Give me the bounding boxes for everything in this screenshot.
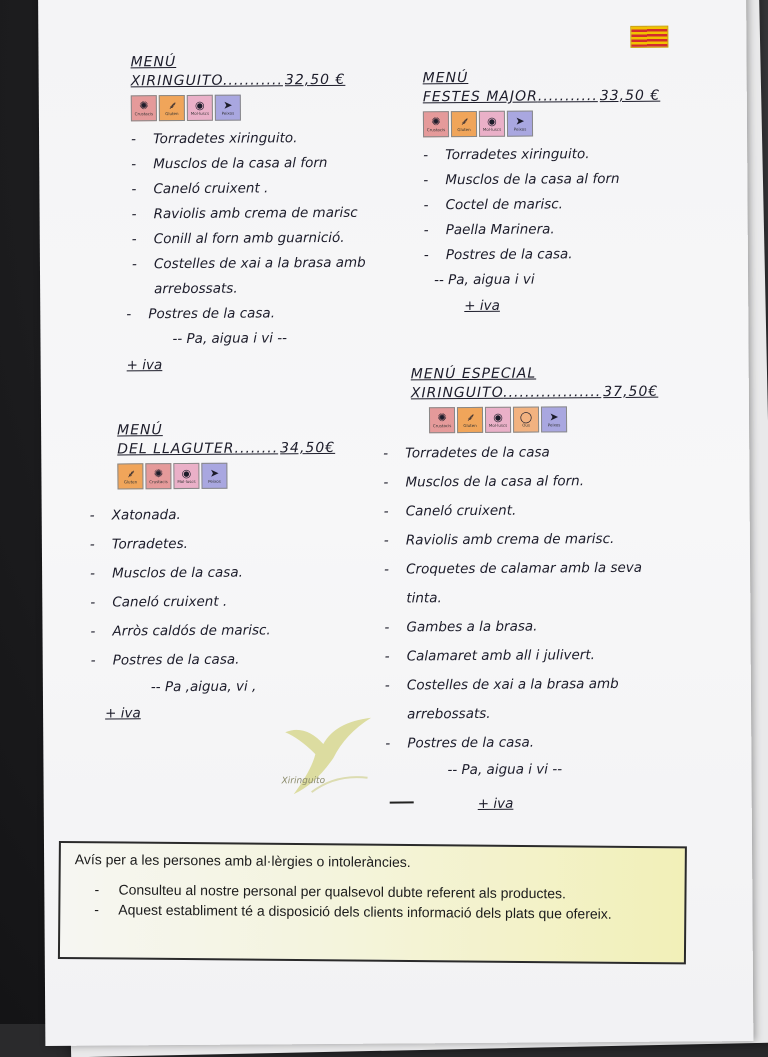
menu-price: 34,50€ [280, 439, 336, 457]
list-item: - Postres de la casa. [385, 727, 713, 758]
allergen-icons [131, 94, 391, 122]
extras-note: -- Pa ,aigua, vi , [150, 678, 257, 696]
list-item: - Consulteu al nostre personal per qualsevol dubte referent als productes. [74, 879, 670, 904]
list-item: - Postres de la casa. [126, 301, 392, 328]
list-item: - Musclos de la casa al forn. [383, 466, 711, 497]
list-item: - Arròs caldós de marisc. [90, 616, 388, 647]
egg-icon: ◯ Ous [513, 407, 539, 433]
list-item: - Raviolis amb crema de marisc. [384, 524, 712, 555]
logo-text: Xiringuito [281, 776, 326, 787]
list-item: - Gambes a la brasa. [384, 611, 712, 642]
mollusc-icon: ◉ Mol·luscs [187, 95, 213, 121]
list-item: - Coctel de marisc. [423, 191, 683, 218]
list-item: - Caneló cruixent . [90, 587, 388, 618]
crustacean-icon: ✺ Crustacis [131, 95, 157, 121]
dish-list [423, 142, 684, 269]
list-item: - Torradetes de la casa [383, 437, 711, 468]
list-item: arrebossats. [407, 705, 491, 723]
menu-price: 32,50 € [284, 71, 346, 89]
extras-note: -- Pa, aigua i vi [434, 271, 535, 289]
extras-note: -- Pa, aigua i vi -- [172, 330, 288, 348]
crustacean-icon: ✺ Crustacis [429, 407, 455, 433]
mollusc-icon: ◉ Mol·luscs [485, 407, 511, 433]
list-item: - Raviolis amb crema de marisc [132, 201, 392, 228]
notice-list [74, 879, 670, 924]
menu-sheet [38, 0, 753, 1046]
catalan-flag-icon [630, 26, 668, 48]
fish-icon: ➤ Peixos [507, 111, 533, 137]
list-item: - Aquest establiment té a disposició dels clients informació dels plats que ofereix. [74, 899, 670, 924]
list-item: - Xatonada. [90, 500, 388, 531]
list-item: - Calamaret amb all i julivert. [385, 640, 713, 671]
list-item: - Musclos de la casa al forn [423, 166, 683, 193]
menu-xiringuito [126, 52, 392, 374]
list-item: - Conill al forn amb guarnició. [132, 226, 392, 253]
allergen-icons [117, 462, 387, 490]
allergen-icons [423, 110, 683, 138]
gluten-icon: ⸙ Gluten [451, 111, 477, 137]
list-item: - Musclos de la casa. [90, 558, 388, 589]
list-item: - Musclos de la casa al forn [131, 151, 391, 178]
list-item: - Torradetes. [90, 529, 388, 560]
menu-title: MENÚ DEL LLAGUTER........ 34,50€ [117, 422, 336, 458]
menu-price: 37,50€ [603, 383, 659, 401]
crustacean-icon: ✺ Crustacis [423, 111, 449, 137]
dish-list [131, 126, 392, 328]
list-item: arrebossats. [154, 280, 238, 298]
xiringuito-logo [275, 714, 396, 805]
menu-especial-xiringuito [405, 363, 714, 812]
list-item: - Costelles de xai a la brasa amb [385, 669, 713, 700]
fish-icon: ➤ Peixos [541, 406, 567, 432]
iva-note: + iva [464, 297, 500, 315]
fish-icon: ➤ Peixos [201, 463, 227, 489]
fish-icon: ➤ Peixos [215, 95, 241, 121]
menu-title: MENÚ XIRINGUITO........... 32,50 € [130, 54, 346, 90]
gluten-icon: ⸙ Gluten [117, 463, 143, 489]
menu-del-llaguter [105, 420, 389, 722]
list-item: - Postres de la casa. [424, 241, 684, 268]
extras-note: -- Pa, aigua i vi -- [447, 761, 563, 779]
list-item: - Torradetes xiringuito. [423, 142, 683, 169]
list-item: - Torradetes xiringuito. [131, 126, 391, 153]
list-item: tinta. [406, 590, 442, 607]
dish-list [90, 500, 389, 676]
list-item: - Costelles de xai a la brasa amb [132, 251, 392, 278]
menu-title: MENÚ ESPECIAL XIRINGUITO.................. 37,50€ [410, 365, 659, 402]
menu-title: MENÚ FESTES MAJOR........... 33,50 € [422, 69, 661, 106]
handwritten-dash [390, 801, 414, 803]
allergy-notice [58, 841, 687, 964]
list-item: - Postres de la casa. [91, 645, 389, 676]
menu-price: 33,50 € [599, 87, 661, 105]
iva-note: + iva [105, 705, 141, 722]
mollusc-icon: ◉ Mol·luscs [479, 111, 505, 137]
dish-list [383, 437, 713, 758]
allergen-icons [429, 405, 711, 433]
list-item: - Caneló cruixent . [131, 176, 391, 203]
iva-note: + iva [477, 795, 514, 812]
gluten-icon: ⸙ Gluten [457, 407, 483, 433]
menu-festes-major [423, 68, 685, 315]
crustacean-icon: ✺ Crustacis [145, 463, 171, 489]
gluten-icon: ⸙ Gluten [159, 95, 185, 121]
list-item: - Caneló cruixent. [384, 495, 712, 526]
notice-title: Avís per a les persones amb al·lèrgies o intoleràncies. [74, 851, 411, 871]
list-item: - Paella Marinera. [424, 216, 684, 243]
iva-note: + iva [126, 357, 163, 374]
mollusc-icon: ◉ Mol·luscs [173, 463, 199, 489]
list-item: - Croquetes de calamar amb la seva [384, 553, 712, 584]
